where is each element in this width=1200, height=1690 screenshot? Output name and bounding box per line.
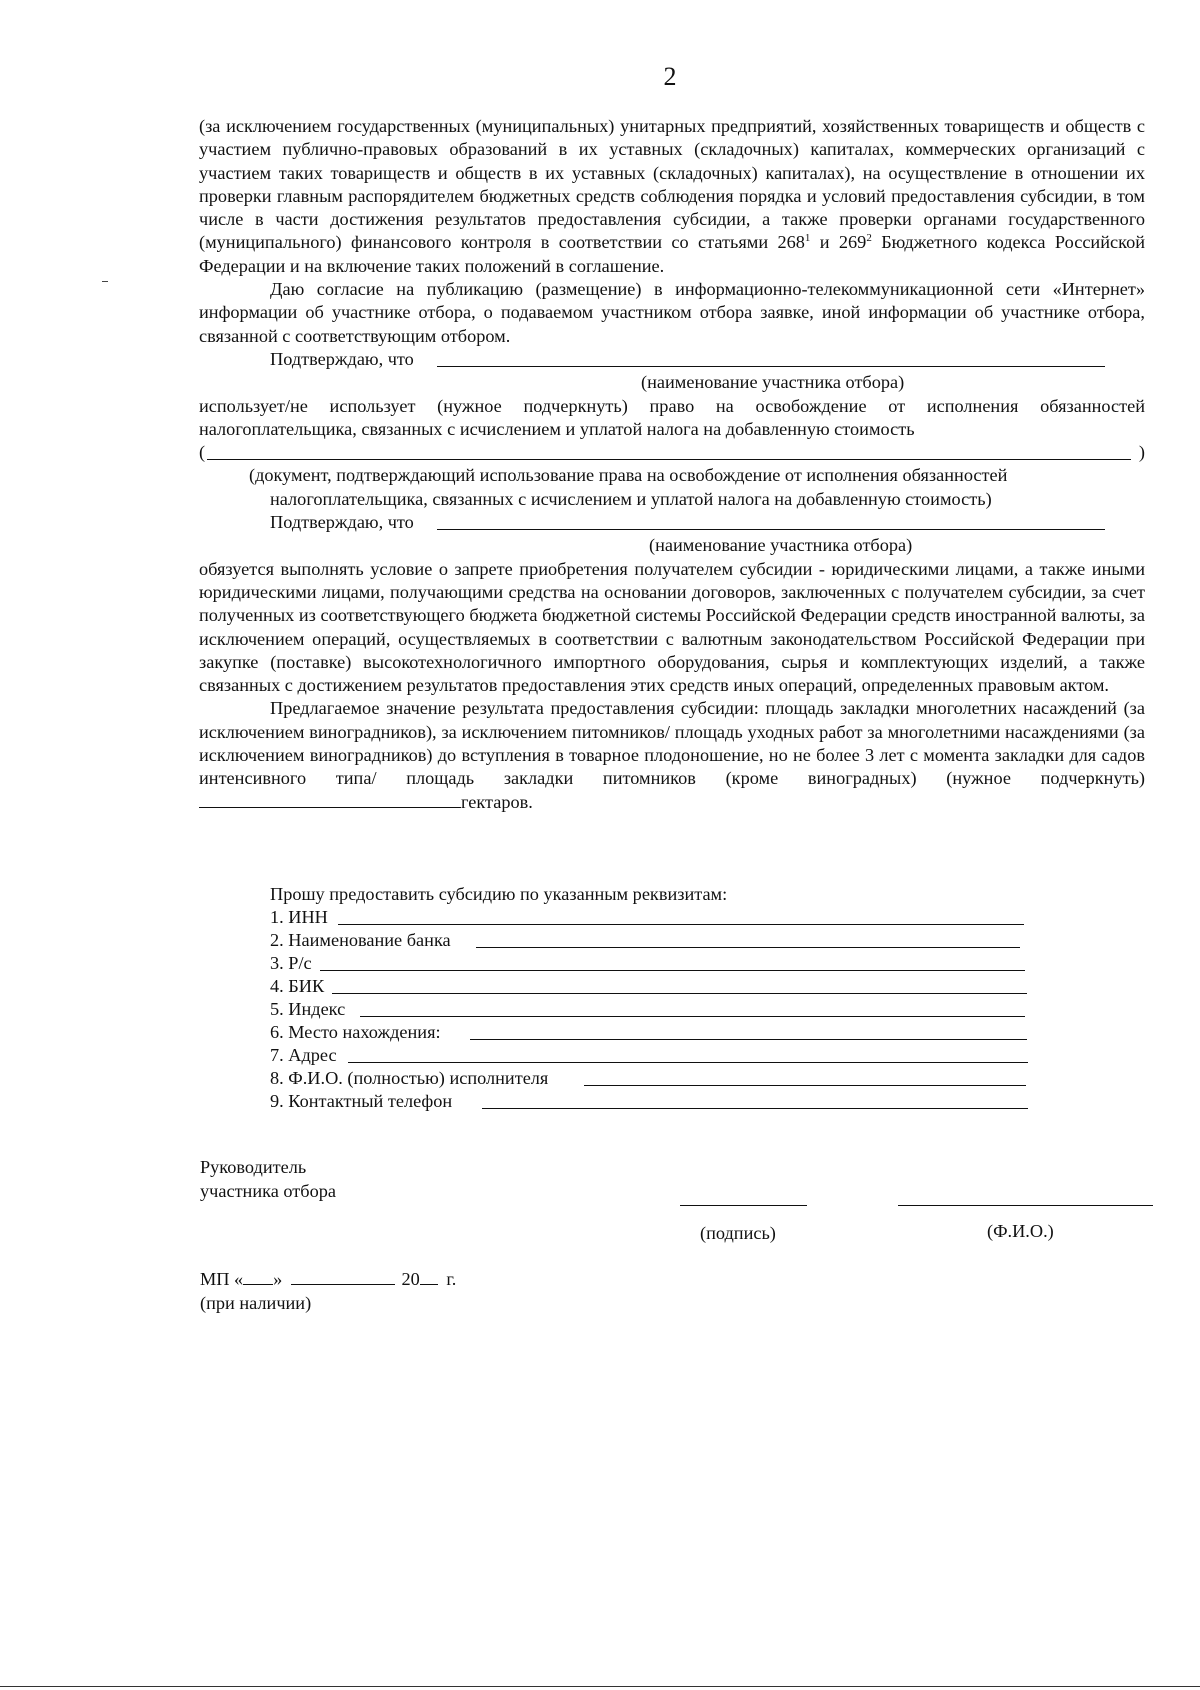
phone-field[interactable] bbox=[482, 1108, 1028, 1109]
caption-signature: (подпись) bbox=[700, 1223, 776, 1243]
stamp-mp: МП « bbox=[200, 1269, 244, 1289]
page-number: 2 bbox=[663, 62, 677, 91]
inn-field[interactable] bbox=[338, 924, 1024, 925]
confirm-line-2 bbox=[199, 511, 1145, 534]
account-field[interactable] bbox=[320, 970, 1025, 971]
hectares-field[interactable] bbox=[199, 793, 461, 808]
requisite-location: 6. Место нахождения: bbox=[270, 1021, 727, 1044]
requisites-list bbox=[270, 883, 727, 1113]
requisite-bank-name: 2. Наименование банка bbox=[270, 929, 727, 952]
requisite-index: 5. Индекс bbox=[270, 998, 727, 1021]
caption-document-1: (документ, подтверждающий использование права на освобождение от исполнения обязанностей bbox=[249, 465, 1008, 486]
participant-name-field[interactable] bbox=[437, 529, 1105, 530]
bank-name-field[interactable] bbox=[476, 947, 1020, 948]
caption-document-2: налогоплательщика, связанных с исчислением и уплатой налога на добавленную стоимость) bbox=[270, 488, 992, 509]
requisites-intro: Прошу предоставить субсидию по указанным реквизитам: bbox=[270, 884, 728, 904]
month-field[interactable] bbox=[291, 1270, 395, 1285]
requisite-account: 3. Р/с bbox=[270, 952, 727, 975]
address-field[interactable] bbox=[348, 1062, 1028, 1063]
requisite-bik: 4. БИК bbox=[270, 975, 727, 998]
paragraph-consent-publication: Даю согласие на публикацию (размещение) в информационно-телекоммуникационной сети «Интернет» информации об участнике отбора, о подаваемом участником отбора заявке, иной информации об участнике отбора, связанной с соответствующим отбором. bbox=[199, 279, 1145, 346]
participant-name-field[interactable] bbox=[437, 366, 1105, 367]
caption-participant-2: (наименование участника отбора) bbox=[649, 535, 913, 556]
paragraph-vat-exemption: использует/не использует (нужное подчеркнуть) право на освобождение от исполнения обязанностей налогоплательщика, связанных с исчислением и уплатой налога на добавленную стоимость bbox=[199, 395, 1145, 439]
caption-participant-1: (наименование участника отбора) bbox=[641, 372, 905, 393]
caption-signer-name: (Ф.И.О.) bbox=[987, 1221, 1054, 1241]
confirm-label: Подтверждаю, что bbox=[270, 348, 414, 369]
year-field[interactable] bbox=[420, 1270, 438, 1285]
requisite-address: 7. Адрес bbox=[270, 1044, 727, 1067]
stamp-note: (при наличии) bbox=[200, 1293, 312, 1313]
confirm-line-1 bbox=[199, 348, 1145, 371]
bik-field[interactable] bbox=[332, 993, 1027, 994]
paragraph-consent-checks: (за исключением государственных (муниципальных) унитарных предприятий, хозяйственных товариществ и обществ с участием публично-правовых образований в их уставных (складочных) капиталах, коммерческих организаций с участием таких товариществ и обществ в их уставных (складочных) капиталах), на осуществление в отношении их проверки главным распорядителем бюджетных средств соблюдения порядка и условий предоставления субсидии, в том числе в части достижения результатов предоставления субсидии, а также проверки органами государственного (муниципального) финансового контроля в соответствии со статьями $268^1$ и $269^2$ Бюджетного кодекса Российской Федерации и на включение таких положений в соглашение. bbox=[199, 116, 1145, 276]
requisite-phone: 9. Контактный телефон bbox=[270, 1090, 727, 1113]
index-field[interactable] bbox=[360, 1016, 1025, 1017]
confirm-label: Подтверждаю, что bbox=[270, 512, 414, 533]
location-field[interactable] bbox=[470, 1039, 1027, 1040]
requisite-inn: 1. ИНН bbox=[270, 906, 727, 929]
signature-role-line2: участника отбора bbox=[200, 1181, 336, 1201]
signature-role-line1: Руководитель bbox=[200, 1157, 307, 1177]
day-field[interactable] bbox=[243, 1270, 273, 1285]
vat-document-line: ( ) bbox=[199, 442, 1145, 463]
page-bottom-edge bbox=[0, 1686, 1200, 1687]
scan-mark bbox=[102, 281, 108, 282]
signer-name-field[interactable] bbox=[898, 1205, 1153, 1206]
document-body bbox=[199, 115, 1145, 814]
requisite-executor: 8. Ф.И.О. (полностью) исполнителя bbox=[270, 1067, 727, 1090]
signature-field[interactable] bbox=[680, 1205, 807, 1206]
paragraph-result-value: Предлагаемое значение результата предоставления субсидии: площадь закладки многолетних насаждений (за исключением виноградников), за исключением питомников/ площадь уходных работ за многолетними насаждениями (за исключением виноградников) до вступления в товарное плодоношение, но не более 3 лет с момента закладки для садов интенсивного типа/ площадь закладки питомников (кроме виноградных) (нужное подчеркнуть) гектаров. bbox=[199, 698, 1145, 812]
executor-name-field[interactable] bbox=[584, 1085, 1026, 1086]
vat-document-field[interactable] bbox=[207, 459, 1131, 460]
stamp-date-line: МП « » 20 г. bbox=[200, 1269, 457, 1289]
paragraph-currency-obligation: обязуется выполнять условие о запрете приобретения получателем субсидии - юридическими лицами, а также иными юридическими лицами, получающими средства на основании договоров, заключенных с получателем субсидии, за счет полученных из соответствующего бюджета бюджетной системы Российской Федерации средств иностранной валюты, за исключением операций, осуществляемых в соответствии с валютным законодательством Российской Федерации при закупке (поставке) высокотехнологичного импортного оборудования, сырья и комплектующих изделий, а также связанных с достижением результатов предоставления этих средств иных операций, определенных правовым актом. bbox=[199, 558, 1145, 696]
